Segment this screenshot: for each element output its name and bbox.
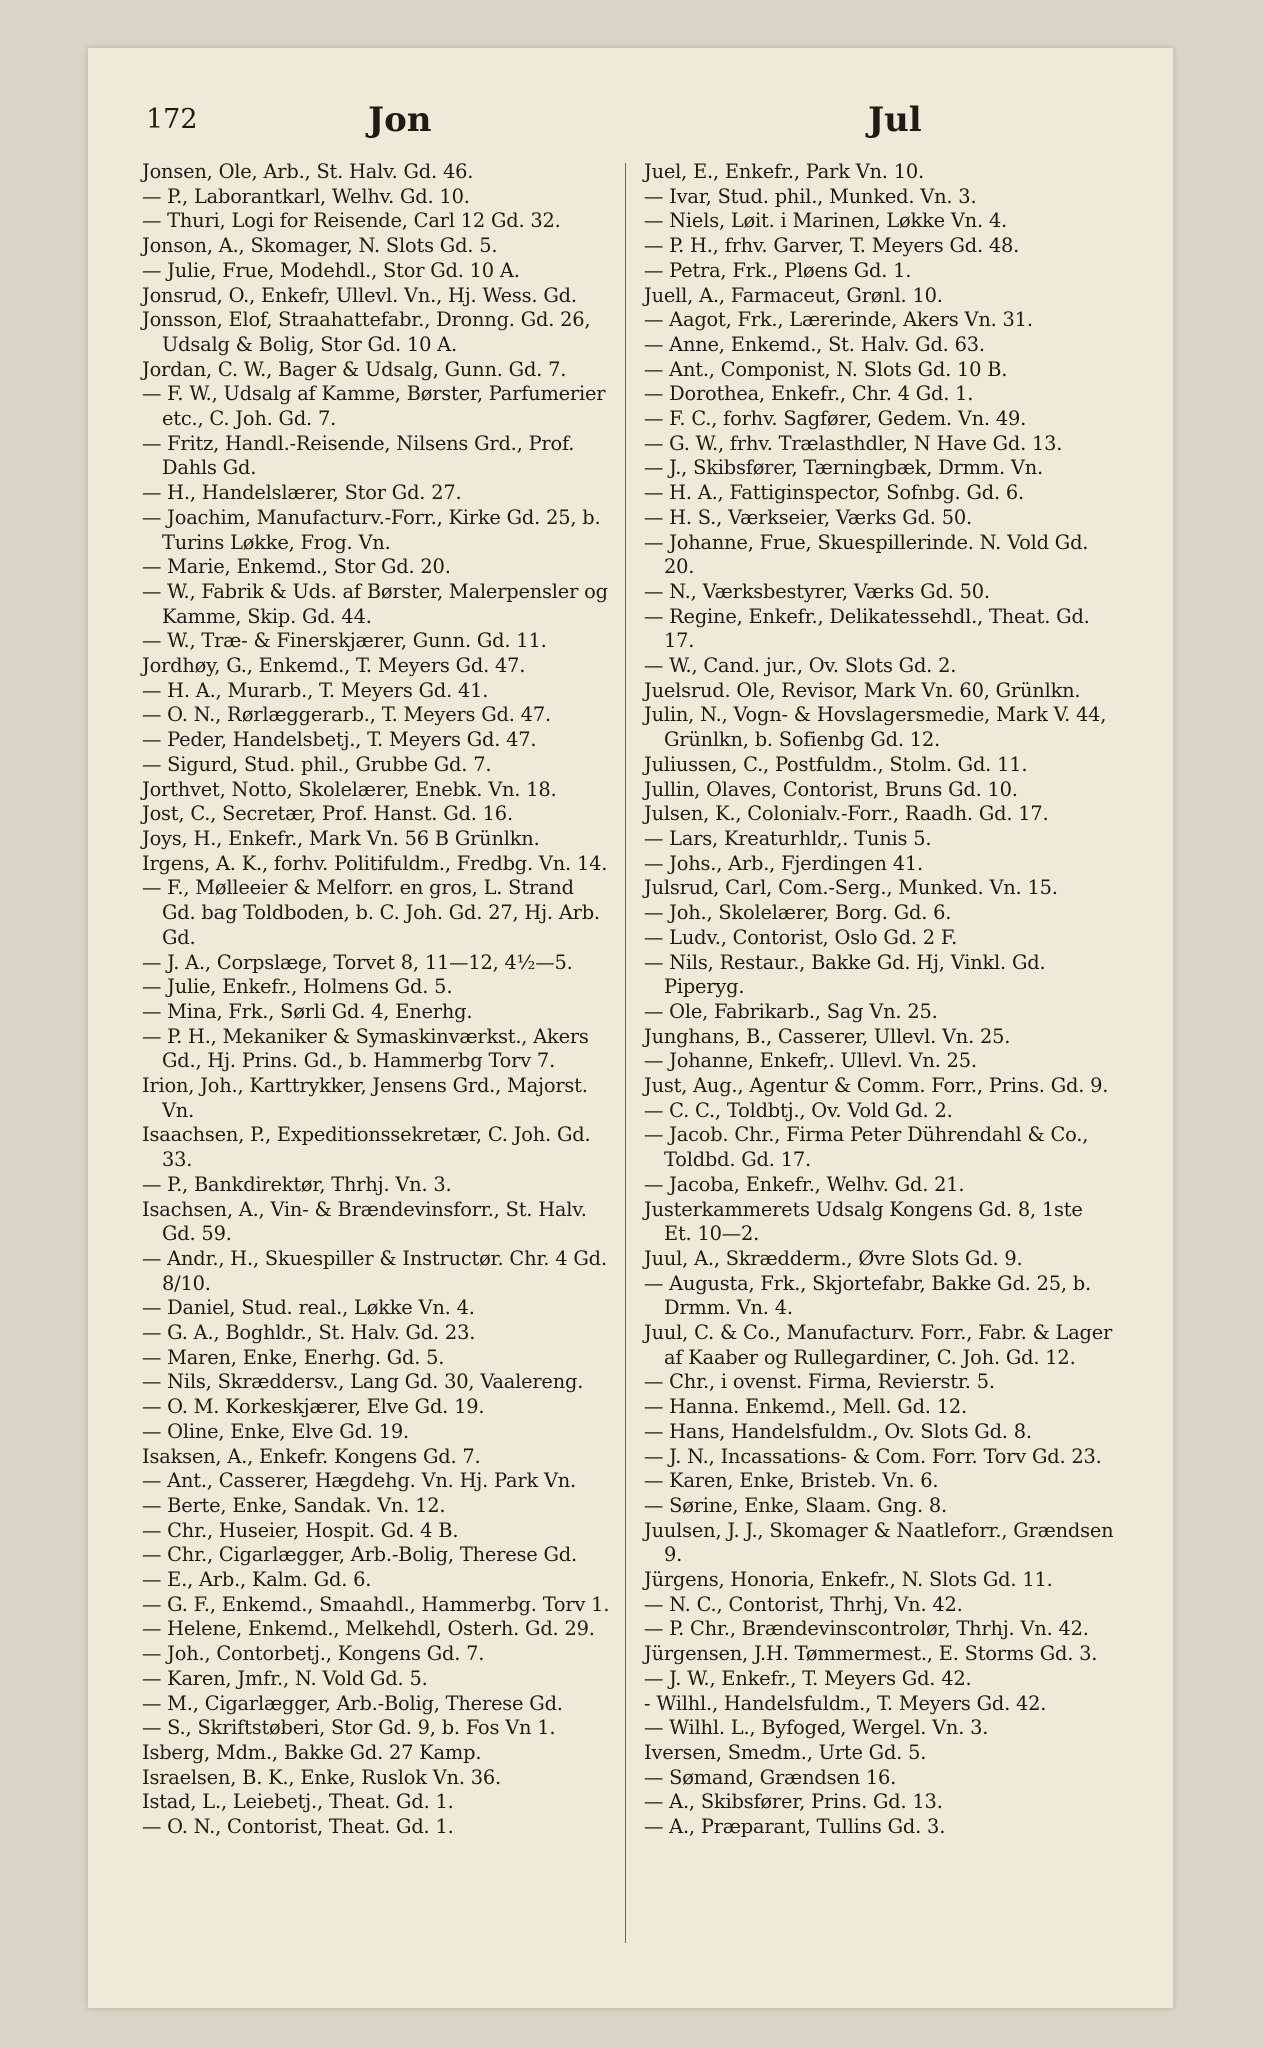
directory-entry: — Niels, Løit. i Marinen, Løkke Vn. 4. (644, 209, 1007, 233)
directory-entry: — Julie, Enkefr., Holmens Gd. 5. (142, 975, 453, 999)
directory-entry: — Nils, Restaur., Bakke Gd. Hj, Vinkl. Gd. Piperyg. (644, 950, 1046, 999)
directory-entry: — C. C., Toldbtj., Ov. Vold Gd. 2. (644, 1098, 953, 1122)
directory-entry: — Anne, Enkemd., St. Halv. Gd. 63. (644, 332, 985, 356)
directory-entry: Jordhøy, G., Enkemd., T. Meyers Gd. 47. (142, 654, 526, 678)
directory-entry: — Sigurd, Stud. phil., Grubbe Gd. 7. (142, 752, 492, 776)
directory-entry: — Helene, Enkemd., Melkehdl, Osterh. Gd. 29. (142, 1617, 595, 1641)
directory-entry: Jullin, Olaves, Contorist, Bruns Gd. 10. (644, 777, 1018, 801)
directory-entry: — N. C., Contorist, Thrhj, Vn. 42. (644, 1592, 963, 1616)
directory-entry: Juell, A., Farmaceut, Grønl. 10. (644, 283, 943, 307)
directory-entry: — P. H., frhv. Garver, T. Meyers Gd. 48. (644, 234, 1020, 258)
directory-entry: — W., Cand. jur., Ov. Slots Gd. 2. (644, 654, 957, 678)
page-number: 172 (146, 104, 198, 135)
directory-entry: Juliussen, C., Postfuldm., Stolm. Gd. 11. (644, 752, 1028, 776)
directory-entry: — Peder, Handelsbetj., T. Meyers Gd. 47. (142, 728, 537, 752)
right-headword: Jul (868, 100, 922, 140)
directory-entry: — Joh., Skolelærer, Borg. Gd. 6. (644, 901, 952, 925)
directory-entry: Jonsen, Ole, Arb., St. Halv. Gd. 46. (142, 160, 474, 183)
directory-entry: — Maren, Enke, Enerhg. Gd. 5. (142, 1345, 445, 1369)
directory-entry: — Ole, Fabrikarb., Sag Vn. 25. (644, 999, 938, 1023)
right-column (644, 160, 1114, 1840)
directory-entry: — Oline, Enke, Elve Gd. 19. (142, 1419, 409, 1443)
directory-entry: — Fritz, Handl.-Reisende, Nilsens Grd., Prof. Dahls Gd. (142, 431, 575, 480)
directory-entry: Junghans, B., Casserer, Ullevl. Vn. 25. (644, 1024, 1011, 1048)
directory-entry: — S., Skriftstøberi, Stor Gd. 9, b. Fos Vn 1. (142, 1716, 556, 1740)
directory-entry: — Nils, Skræddersv., Lang Gd. 30, Vaalereng. (142, 1370, 584, 1394)
directory-entry: Jordan, C. W., Bager & Udsalg, Gunn. Gd. 7. (142, 357, 567, 381)
directory-entry: — Jacoba, Enkefr., Welhv. Gd. 21. (644, 1172, 965, 1196)
directory-entry: — Marie, Enkemd., Stor Gd. 20. (142, 555, 451, 579)
directory-entry: — Ant., Componist, N. Slots Gd. 10 B. (644, 357, 1008, 381)
directory-entry: — Dorothea, Enkefr., Chr. 4 Gd. 1. (644, 382, 974, 406)
directory-entry: — J. W., Enkefr., T. Meyers Gd. 42. (644, 1666, 972, 1690)
directory-entry: Julsrud, Carl, Com.-Serg., Munked. Vn. 15. (644, 876, 1058, 900)
directory-entry: — Sørine, Enke, Slaam. Gng. 8. (644, 1493, 948, 1517)
directory-entry: Julsen, K., Colonialv.-Forr., Raadh. Gd. 17. (644, 802, 1049, 826)
directory-entry: Jonson, A., Skomager, N. Slots Gd. 5. (142, 234, 498, 258)
directory-entry: Joys, H., Enkefr., Mark Vn. 56 B Grünlkn. (142, 826, 540, 850)
directory-entry: Irgens, A. K., forhv. Politifuldm., Fredbg. Vn. 14. (142, 851, 608, 875)
page-header (88, 100, 1173, 150)
directory-entry: — P. Chr., Brændevinscontrolør, Thrhj. Vn. 42. (644, 1617, 1089, 1641)
directory-entry: — Augusta, Frk., Skjortefabr, Bakke Gd. 25, b. Drmm. Vn. 4. (644, 1271, 1091, 1320)
left-column (142, 160, 612, 1840)
directory-entry: — Andr., H., Skuespiller & Instructør. Chr. 4 Gd. 8/10. (142, 1246, 607, 1295)
directory-entry: Isberg, Mdm., Bakke Gd. 27 Kamp. (142, 1741, 482, 1764)
directory-entry: — A., Skibsfører, Prins. Gd. 13. (644, 1790, 943, 1814)
directory-entry: — Jacob. Chr., Firma Peter Dührendahl & Co., Toldbd. Gd. 17. (644, 1123, 1089, 1172)
directory-page (88, 48, 1173, 2008)
directory-entry: Jorthvet, Notto, Skolelærer, Enebk. Vn. 18. (142, 777, 557, 801)
directory-entry: Isachsen, A., Vin- & Brændevinsforr., St. Halv. Gd. 59. (142, 1197, 587, 1246)
directory-entry: — W., Fabrik & Uds. af Børster, Malerpensler og Kamme, Skip. Gd. 44. (142, 579, 608, 628)
directory-entry: Israelsen, B. K., Enke, Ruslok Vn. 36. (142, 1765, 501, 1789)
directory-entry: Juel, E., Enkefr., Park Vn. 10. (644, 160, 924, 183)
directory-entry: — Daniel, Stud. real., Løkke Vn. 4. (142, 1296, 475, 1320)
directory-entry: — G. F., Enkemd., Smaahdl., Hammerbg. Torv 1. (142, 1592, 610, 1616)
directory-entry: — Regine, Enkefr., Delikatessehdl., Theat. Gd. 17. (644, 604, 1090, 653)
directory-entry: — G. W., frhv. Trælasthdler, N Have Gd. 13. (644, 431, 1063, 455)
directory-entry: — O. N., Rørlæggerarb., T. Meyers Gd. 47. (142, 703, 551, 727)
directory-entry: — Mina, Frk., Sørli Gd. 4, Enerhg. (142, 999, 473, 1023)
directory-entry: — W., Træ- & Finerskjærer, Gunn. Gd. 11. (142, 629, 547, 653)
directory-entry: — H. A., Murarb., T. Meyers Gd. 41. (142, 678, 489, 702)
directory-entry: — G. A., Boghldr., St. Halv. Gd. 23. (142, 1321, 476, 1345)
directory-entry: — Johanne, Frue, Skuespillerinde. N. Vold Gd. 20. (644, 530, 1089, 579)
directory-entry: — Ludv., Contorist, Oslo Gd. 2 F. (644, 925, 958, 949)
directory-entry: — Sømand, Grændsen 16. (644, 1765, 897, 1789)
directory-entry: — Thuri, Logi for Reisende, Carl 12 Gd. 32. (142, 209, 561, 233)
directory-entry: — N., Værksbestyrer, Værks Gd. 50. (644, 579, 990, 603)
directory-entry: — Karen, Jmfr., N. Vold Gd. 5. (142, 1666, 428, 1690)
directory-entry: — Lars, Kreaturhldr,. Tunis 5. (644, 826, 932, 850)
directory-entry: — H. A., Fattiginspector, Sofnbg. Gd. 6. (644, 481, 1025, 505)
directory-entry: — P., Laborantkarl, Welhv. Gd. 10. (142, 184, 470, 208)
directory-entry: Jürgens, Honoria, Enkefr., N. Slots Gd. 11. (644, 1568, 1053, 1592)
directory-entry: — Wilhl. L., Byfoged, Wergel. Vn. 3. (644, 1716, 989, 1740)
directory-entry: Iversen, Smedm., Urte Gd. 5. (644, 1741, 927, 1764)
directory-entry: - Wilhl., Handelsfuldm., T. Meyers Gd. 42. (644, 1691, 1047, 1715)
directory-entry: — P., Bankdirektør, Thrhj. Vn. 3. (142, 1172, 452, 1196)
directory-entry: Juulsen, J. J., Skomager & Naatleforr., Grændsen 9. (644, 1518, 1114, 1567)
directory-entry: — O. N., Contorist, Theat. Gd. 1. (142, 1815, 454, 1839)
directory-entry: Isaachsen, P., Expeditionssekretær, C. Joh. Gd. 33. (142, 1123, 591, 1172)
directory-entry: Istad, L., Leiebetj., Theat. Gd. 1. (142, 1790, 454, 1814)
directory-entry: — Aagot, Frk., Lærerinde, Akers Vn. 31. (644, 308, 1033, 332)
directory-entry: — Julie, Frue, Modehdl., Stor Gd. 10 A. (142, 258, 520, 282)
directory-entry: Jost, C., Secretær, Prof. Hanst. Gd. 16. (142, 802, 513, 826)
column-divider (625, 163, 626, 1943)
directory-entry: — F. W., Udsalg af Kamme, Børster, Parfumerier etc., C. Joh. Gd. 7. (142, 382, 606, 431)
directory-entry: — Ant., Casserer, Hægdehg. Vn. Hj. Park Vn. (142, 1469, 577, 1493)
directory-entry: — Chr., Huseier, Hospit. Gd. 4 B. (142, 1518, 459, 1542)
directory-entry: — E., Arb., Kalm. Gd. 6. (142, 1568, 372, 1592)
directory-entry: — F., Mølleeier & Melforr. en gros, L. Strand Gd. bag Toldboden, b. C. Joh. Gd. 27, Hj. Arb. Gd. (142, 876, 600, 949)
directory-entry: Julin, N., Vogn- & Hovslagersmedie, Mark V. 44, Grünlkn, b. Sofienbg Gd. 12. (644, 703, 1107, 752)
directory-entry: — Chr., i ovenst. Firma, Revierstr. 5. (644, 1370, 995, 1394)
directory-entry: Juul, A., Skrædderm., Øvre Slots Gd. 9. (644, 1246, 1023, 1270)
directory-entry: — Johs., Arb., Fjerdingen 41. (644, 851, 924, 875)
directory-entry: Jonsson, Elof, Straahattefabr., Dronng. Gd. 26, Udsalg & Bolig, Stor Gd. 10 A. (142, 308, 591, 356)
directory-entry: Irion, Joh., Karttrykker, Jensens Grd., Majorst. Vn. (142, 1074, 588, 1122)
directory-entry: — H., Handelslærer, Stor Gd. 27. (142, 481, 462, 505)
directory-entry: — P. H., Mekaniker & Symaskinværkst., Akers Gd., Hj. Prins. Gd., b. Hammerbg Torv 7. (142, 1024, 589, 1073)
directory-entry: — Hans, Handelsfuldm., Ov. Slots Gd. 8. (644, 1419, 1032, 1443)
directory-entry: — F. C., forhv. Sagfører, Gedem. Vn. 49. (644, 407, 1027, 431)
directory-entry: — Hanna. Enkemd., Mell. Gd. 12. (644, 1395, 967, 1419)
directory-entry: — M., Cigarlægger, Arb.-Bolig, Therese Gd. (142, 1691, 563, 1715)
directory-entry: Isaksen, A., Enkefr. Kongens Gd. 7. (142, 1444, 481, 1468)
directory-entry: Just, Aug., Agentur & Comm. Forr., Prins. Gd. 9. (644, 1074, 1109, 1098)
directory-entry: — J. N., Incassations- & Com. Forr. Torv Gd. 23. (644, 1444, 1102, 1468)
directory-entry: — O. M. Korkeskjærer, Elve Gd. 19. (142, 1395, 485, 1419)
directory-entry: Justerkammerets Udsalg Kongens Gd. 8, 1ste Et. 10—2. (644, 1197, 1083, 1246)
directory-entry: — Petra, Frk., Pløens Gd. 1. (644, 258, 912, 282)
directory-entry: Jürgensen, J.H. Tømmermest., E. Storms Gd. 3. (644, 1642, 1098, 1666)
left-headword: Jon (368, 100, 432, 140)
directory-entry: — H. S., Værkseier, Værks Gd. 50. (644, 505, 972, 529)
directory-entry: — Joh., Contorbetj., Kongens Gd. 7. (142, 1642, 485, 1666)
directory-entry: Jonsrud, O., Enkefr, Ullevl. Vn., Hj. Wess. Gd. (142, 283, 577, 307)
directory-entry: Juul, C. & Co., Manufacturv. Forr., Fabr. & Lager af Kaaber og Rullegardiner, C. Joh. Gd. 12. (644, 1321, 1113, 1369)
directory-entry: — Joachim, Manufacturv.-Forr., Kirke Gd. 25, b. Turins Løkke, Frog. Vn. (142, 505, 601, 554)
directory-entry: Juelsrud. Ole, Revisor, Mark Vn. 60, Grünlkn. (644, 678, 1081, 702)
directory-entry: — J., Skibsfører, Tærningbæk, Drmm. Vn. (644, 456, 1043, 480)
directory-entry: — Johanne, Enkefr,. Ullevl. Vn. 25. (644, 1049, 977, 1073)
directory-entry: — Berte, Enke, Sandak. Vn. 12. (142, 1493, 446, 1517)
directory-entry: — Karen, Enke, Bristeb. Vn. 6. (644, 1469, 939, 1493)
directory-entry: — Chr., Cigarlægger, Arb.-Bolig, Therese Gd. (142, 1543, 577, 1567)
directory-entry: — J. A., Corpslæge, Torvet 8, 11—12, 4½—5. (142, 950, 573, 974)
directory-entry: — Ivar, Stud. phil., Munked. Vn. 3. (644, 184, 977, 208)
directory-entry: — A., Præparant, Tullins Gd. 3. (644, 1815, 946, 1839)
